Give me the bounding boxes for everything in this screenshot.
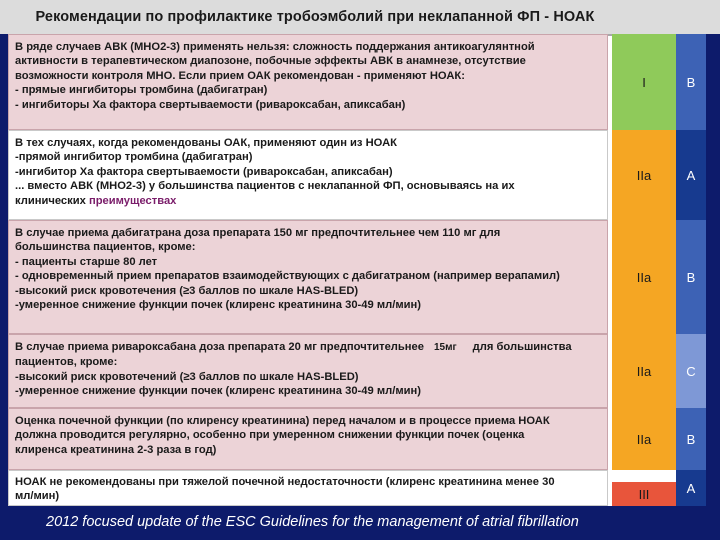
class-cell: IIa bbox=[612, 408, 676, 470]
level-cell: B bbox=[676, 408, 706, 470]
text-fragment: клинических bbox=[15, 194, 86, 207]
recommendation-text bbox=[8, 408, 608, 470]
text-line: активности в терапевтическом диапозоне, побочные эффекты АВК в анамнезе, отсутствие bbox=[15, 55, 526, 68]
class-cell: III bbox=[612, 482, 676, 506]
level-cell: B bbox=[676, 34, 706, 130]
text-line: Оценка почечной функции (по клиренсу креатинина) перед началом и в процессе приема НОАК bbox=[15, 415, 550, 427]
recommendation-text bbox=[8, 34, 608, 130]
text-line: НОАК не рекомендованы при тяжелой почечной недостаточности (клиренс креатинина менее 30 bbox=[15, 476, 555, 488]
text-line: - прямые ингибиторы тромбина (дабигатран) bbox=[15, 84, 268, 97]
recommendation-text bbox=[8, 470, 608, 506]
level-cell: A bbox=[676, 470, 706, 506]
text-line: большинства пациентов, кроме: bbox=[15, 241, 196, 254]
handwritten-note: 15мг bbox=[433, 342, 457, 353]
recommendation-row-5 bbox=[8, 408, 706, 470]
text-line: пациентов, кроме: bbox=[15, 356, 118, 369]
text-line: -высокий риск кровотечения (≥3 баллов по шкале HAS-BLED) bbox=[15, 284, 359, 297]
text-line: -прямой ингибитор тромбина (дабигатран) bbox=[15, 151, 253, 164]
recommendation-row-4 bbox=[8, 334, 706, 408]
header-bar bbox=[0, 0, 720, 36]
recommendation-row-3 bbox=[8, 220, 706, 334]
level-cell: B bbox=[676, 220, 706, 334]
text-line: -высокий риск кровотечений (≥3 баллов по шкале HAS-BLED) bbox=[15, 370, 359, 383]
recommendation-text bbox=[8, 130, 608, 220]
text-line: возможности контроля МНО. Если прием ОАК рекомендован - применяют НОАК: bbox=[15, 69, 465, 82]
recommendation-text bbox=[8, 220, 608, 334]
citation-text: 2012 focused update of the ESC Guidelines for the management of atrial fibrillation bbox=[46, 514, 579, 530]
text-line: -ингибитор Ха фактора свертываемости (ривароксабан, апиксабан) bbox=[15, 165, 393, 178]
text-line: -умеренное снижение функции почек (клиренс креатинина 30-49 мл/мин) bbox=[15, 385, 421, 398]
footer-bar bbox=[0, 506, 720, 540]
text-line: - пациенты старше 80 лет bbox=[15, 255, 158, 268]
level-cell: C bbox=[676, 334, 706, 408]
recommendation-row-1 bbox=[8, 34, 706, 130]
text-line: В тех случаях, когда рекомендованы ОАК, применяют один из НОАК bbox=[15, 137, 398, 149]
text-line: ... вместо АВК (МНО2-3) у большинства пациентов с неклапанной ФП, основываясь на их bbox=[15, 180, 515, 193]
recommendation-row-6 bbox=[8, 470, 706, 506]
text-line: должна проводится регулярно, особенно при умеренном снижении функции почек (оценка bbox=[15, 429, 525, 442]
recommendation-text bbox=[8, 334, 608, 408]
text-line: клиренса креатинина 2-3 раза в год) bbox=[15, 443, 217, 456]
class-cell: IIa bbox=[612, 220, 676, 334]
text-line: - ингибиторы Ха фактора свертываемости (ривароксабан, апиксабан) bbox=[15, 98, 406, 111]
text-line: В ряде случаев АВК (МНО2-3) применять нельзя: сложность поддержания антикоагулянтной bbox=[15, 41, 535, 53]
class-cell: I bbox=[612, 34, 676, 130]
level-cell: A bbox=[676, 130, 706, 220]
right-frame-bar bbox=[706, 34, 720, 506]
text-fragment: для большинства bbox=[472, 341, 572, 353]
page-title: Рекомендации по профилактике тробоэмболий при неклапанной ФП - НОАК bbox=[35, 9, 595, 25]
class-cell: IIa bbox=[612, 334, 676, 408]
highlighted-word: преимуществах bbox=[88, 194, 177, 207]
recommendation-row-2 bbox=[8, 130, 706, 220]
text-line: - одновременный прием препаратов взаимодействующих с дабигатраном (например верапамил) bbox=[15, 270, 560, 283]
class-cell: IIa bbox=[612, 130, 676, 220]
text-line bbox=[15, 194, 601, 208]
text-line: -умеренное снижение функции почек (клиренс креатинина 30-49 мл/мин) bbox=[15, 299, 421, 312]
text-line: В случае приема дабигатрана доза препарата 150 мг предпочтительнее чем 110 мг для bbox=[15, 227, 501, 239]
text-fragment: В случае приема ривароксабана доза препарата 20 мг предпочтительнее bbox=[15, 341, 424, 353]
text-line bbox=[15, 340, 601, 355]
left-frame-bar bbox=[0, 34, 8, 540]
text-line: мл/мин) bbox=[15, 490, 60, 503]
